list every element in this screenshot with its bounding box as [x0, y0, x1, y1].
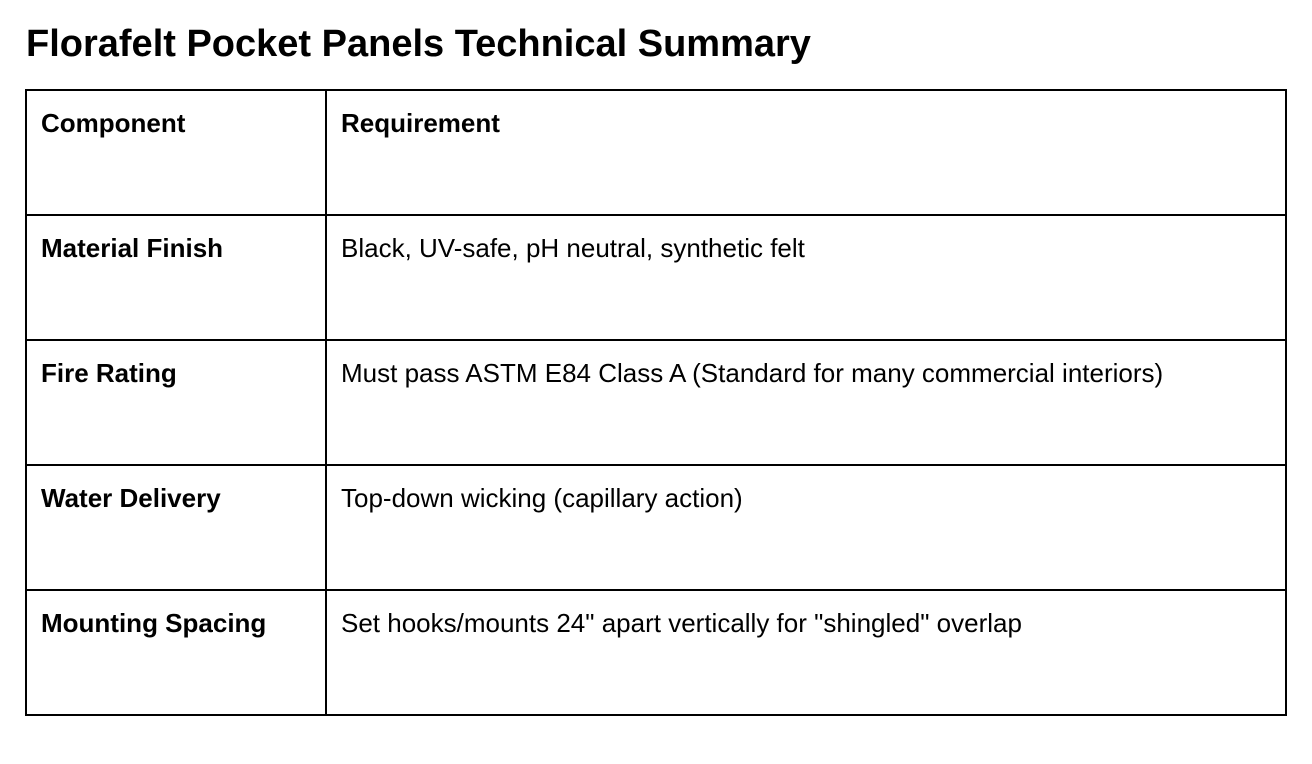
table-header-row	[26, 90, 1286, 215]
table-row	[26, 215, 1286, 340]
technical-summary-table	[25, 89, 1287, 716]
page-title: Florafelt Pocket Panels Technical Summary	[26, 23, 811, 65]
requirement-cell: Black, UV-safe, pH neutral, synthetic felt	[326, 215, 1286, 340]
component-cell: Material Finish	[26, 215, 326, 340]
header-component: Component	[26, 90, 326, 215]
table-row	[26, 590, 1286, 715]
table-row	[26, 465, 1286, 590]
requirement-cell: Must pass ASTM E84 Class A (Standard for many commercial interiors)	[326, 340, 1286, 465]
header-requirement: Requirement	[326, 90, 1286, 215]
table-row	[26, 340, 1286, 465]
component-cell: Fire Rating	[26, 340, 326, 465]
component-cell: Water Delivery	[26, 465, 326, 590]
requirement-cell: Top-down wicking (capillary action)	[326, 465, 1286, 590]
component-cell: Mounting Spacing	[26, 590, 326, 715]
requirement-cell: Set hooks/mounts 24" apart vertically for "shingled" overlap	[326, 590, 1286, 715]
